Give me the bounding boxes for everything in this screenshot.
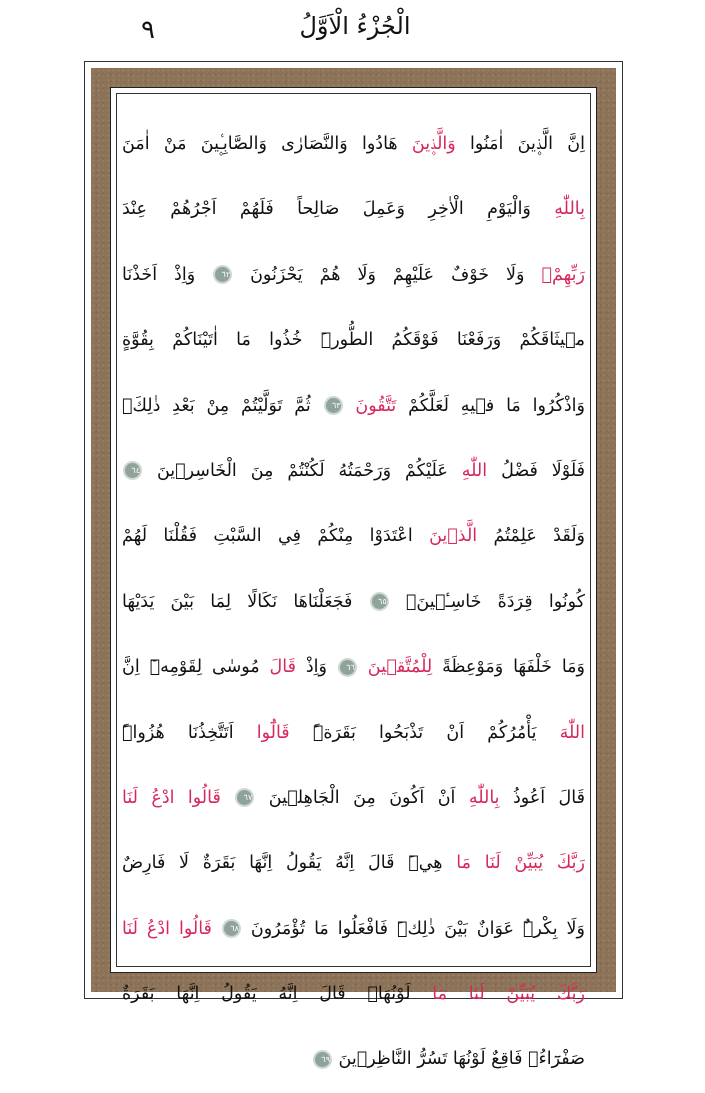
verse-text: يَأْمُرُكُمْ اَنْ تَذْبَحُوا بَقَرَةًۜ <box>289 722 560 743</box>
highlighted-word: قَالُوا ادْعُ لَنَا <box>122 918 212 939</box>
verse-text: عَلَيْكُمْ وَرَحْمَتُهُ لَكُنْتُمْ مِنَ الْخَاسِر۪ينَ <box>143 460 462 481</box>
verse-text: وَمَا خَلْفَهَا وَمَوْعِظَةً <box>432 657 585 678</box>
verse-text: كُونُوا قِرَدَةً خَاسِـ۪ٔينَۚ <box>389 591 585 612</box>
highlighted-word: قَالُوا ادْعُ لَنَا <box>122 787 221 808</box>
ayah-end-rosette-icon: ٦٦ <box>340 660 355 675</box>
verse-text: اِنَّ الَّذ۪ينَ اٰمَنُوا <box>455 134 585 154</box>
highlighted-word: الَّذ۪ينَ <box>429 526 478 547</box>
text-line <box>122 374 585 439</box>
verse-text: م۪يثَاقَكُمْ وَرَفَعْنَا فَوْقَكُمُ الطُّورَۜ خُذُوا مَا اٰتَيْنَاكُمْ بِقُوَّةٍ <box>122 330 585 351</box>
verse-text: وَلَقَدْ عَلِمْتُمُ <box>477 526 585 547</box>
verse-text <box>221 788 234 808</box>
highlighted-word: بِاللّٰهِ <box>554 199 585 220</box>
highlighted-word: اللّٰهِ <box>461 460 488 481</box>
text-line <box>122 897 585 962</box>
text-line <box>122 570 585 635</box>
verse-text: وَالْيَوْمِ الْاٰخِرِ وَعَمِلَ صَالِحاً فَلَهُمْ اَجْرُهُمْ عِنْدَ <box>122 199 555 220</box>
verse-text: وَاذْكُرُوا مَا ف۪يهِ لَعَلَّكُمْ <box>396 395 585 416</box>
quran-text-block <box>122 112 585 1070</box>
ayah-end-rosette-icon: ٦٥ <box>372 594 387 609</box>
text-line <box>122 112 585 177</box>
verse-text: هَادُوا وَالنَّصَارٰى وَالصَّابِـ۪ٔينَ مَنْ اٰمَنَ <box>122 134 412 154</box>
ayah-end-rosette-icon: ٦٨ <box>224 921 239 936</box>
highlighted-word: قَالُٓوا <box>256 722 290 743</box>
verse-text: قَالَ اَعُوذُ <box>499 787 585 808</box>
text-line <box>122 177 585 242</box>
verse-text: صَفْرَٓاءُۙ فَاقِعٌ لَوْنُهَا تَسُرُّ النَّاظِر۪ينَ <box>332 1049 585 1070</box>
juz-title: الْجُزْءُ الْاَوَّلُ <box>299 12 411 40</box>
highlighted-word: قَالَ <box>269 657 296 678</box>
verse-text: وَاِذْ <box>295 657 337 678</box>
verse-text: اَنْ اَكُونَ مِنَ الْجَاهِل۪ينَ <box>255 787 469 808</box>
text-line <box>122 962 585 1027</box>
verse-text: فَلَوْلَا فَضْلُ <box>487 460 585 481</box>
text-line <box>122 308 585 373</box>
text-line <box>122 1027 585 1092</box>
highlighted-word: رَبَّكَ يُبَيِّنْ لَنَا مَا <box>432 984 585 1005</box>
verse-text: ثُمَّ تَوَلَّيْتُمْ مِنْ بَعْدِ ذٰلِكَۚ <box>122 395 323 416</box>
verse-text: مُوسٰى لِقَوْمِه۪ٓ اِنَّ <box>122 657 270 678</box>
highlighted-word: تَتَّقُونَ <box>355 395 397 416</box>
text-line <box>122 766 585 831</box>
text-line <box>122 243 585 308</box>
verse-text: هِيَۜ قَالَ اِنَّهُ يَقُولُ اِنَّهَا بَقَرَةٌ لَا فَارِضٌ <box>122 853 457 874</box>
text-line <box>122 701 585 766</box>
highlighted-word: بِاللّٰهِ <box>468 787 500 808</box>
verse-text <box>344 396 356 416</box>
verse-text <box>358 657 368 677</box>
verse-text: وَلَا بِكْرٌۜ عَوَانٌ بَيْنَ ذٰلِكَۜ فَافْعَلُوا مَا تُؤْمَرُونَ <box>241 918 585 939</box>
ayah-end-rosette-icon: ٦٣ <box>326 398 341 413</box>
ayah-end-rosette-icon: ٦٢ <box>215 267 230 282</box>
ayah-end-rosette-icon: ٦٩ <box>315 1052 330 1067</box>
verse-text: اَتَتَّخِذُنَا هُزُواًۜ <box>122 722 257 743</box>
highlighted-word: اللّٰهَ <box>559 722 585 743</box>
ayah-end-rosette-icon: ٦٤ <box>125 463 140 478</box>
verse-text: وَلَا خَوْفٌ عَلَيْهِمْ وَلَا هُمْ يَحْزَنُونَ <box>233 264 542 285</box>
page-number: ٩ <box>141 15 155 45</box>
highlighted-word: رَبَّكَ يُبَيِّنْ لَنَا مَا <box>456 853 585 874</box>
verse-text <box>212 919 221 939</box>
verse-text: اعْتَدَوْا مِنْكُمْ فِي السَّبْتِ فَقُلْنَا لَهُمْ <box>122 526 430 547</box>
verse-text: فَجَعَلْنَاهَا نَكَالًا لِمَا بَيْنَ يَدَيْهَا <box>122 591 369 612</box>
highlighted-word: وَالَّذ۪ينَ <box>411 134 456 154</box>
ayah-end-rosette-icon: ٦٧ <box>237 790 252 805</box>
text-line <box>122 635 585 700</box>
text-line <box>122 831 585 896</box>
text-line <box>122 504 585 569</box>
highlighted-word: لِلْمُتَّق۪ينَ <box>367 657 433 678</box>
text-line <box>122 439 585 504</box>
highlighted-word: رَبِّهِمْۚ <box>541 264 585 285</box>
verse-text: لَوْنُهَاۜ قَالَ اِنَّهُ يَقُولُ اِنَّهَا بَقَرَةٌ <box>122 984 433 1005</box>
verse-text: وَاِذْ اَخَذْنَا <box>122 264 213 285</box>
